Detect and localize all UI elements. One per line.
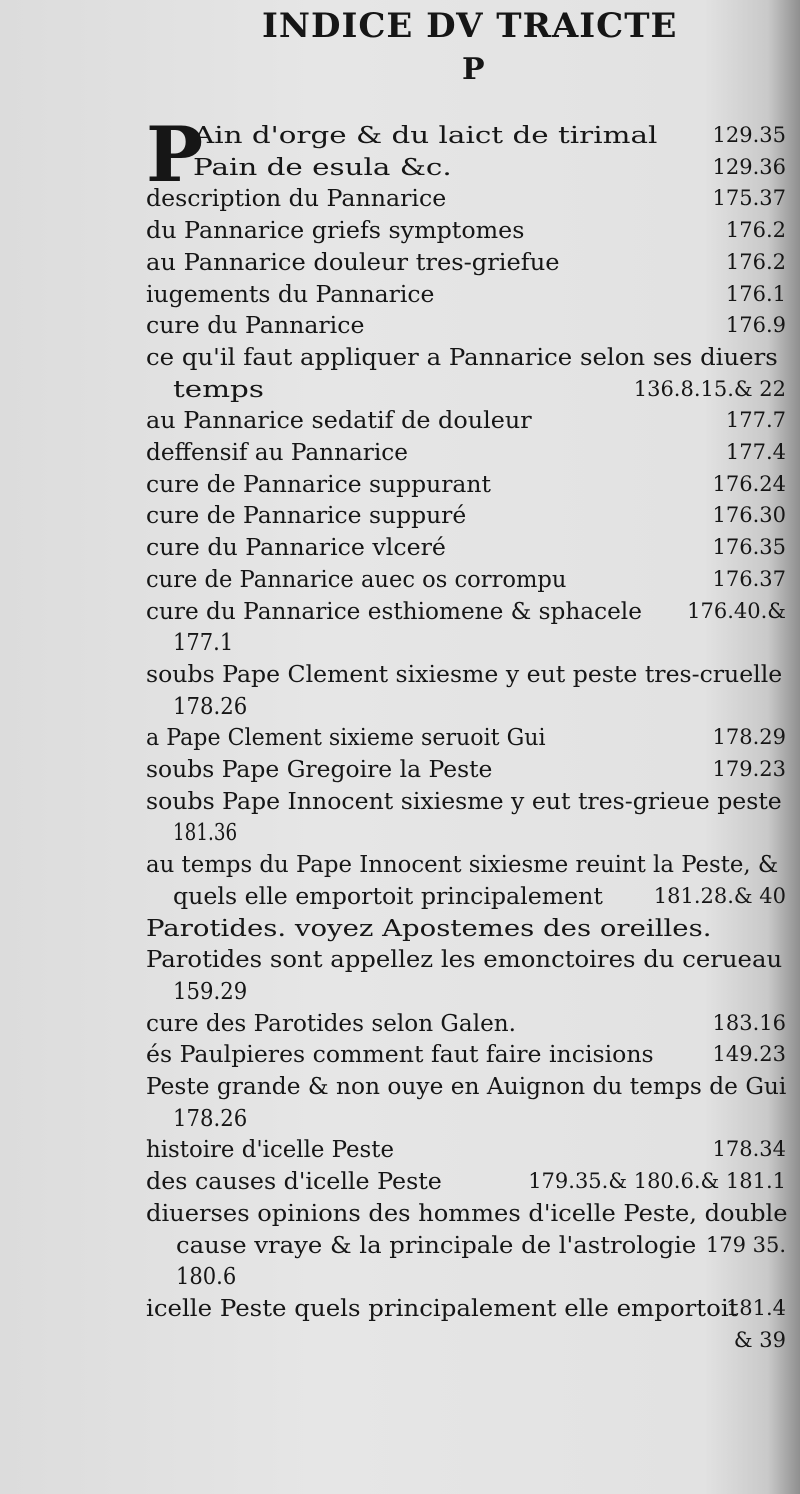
page-reference: & 39 [733,1327,786,1352]
page-reference: 176.37 [712,566,786,591]
page-reference: 176.35 [712,535,786,560]
index-entry: 177.1 [173,628,234,657]
index-entry: ce qu'il faut appliquer a Pannarice selon ses diuers [146,342,778,371]
index-entry: cause vraye & la principale de l'astrologie [176,1230,697,1259]
index-entry: Parotides. voyez Apostemes des oreilles. [146,913,712,942]
page-reference: 176.2 [725,249,786,274]
index-entry: au Pannarice sedatif de douleur [146,406,532,435]
index-entry: cure du Pannarice vlceré [146,533,446,562]
page-reference: 149.23 [712,1042,786,1067]
page-reference: 129.35 [712,123,786,147]
page-reference: 176.30 [712,503,786,528]
index-entry: 178.26 [173,1103,248,1132]
page-reference: 179.23 [712,757,786,781]
page-reference: 176.24 [712,471,786,496]
index-entry: temps [173,374,264,403]
index-entry: cure de Pannarice auec os corrompu [146,564,567,593]
page-reference: 177.4 [725,440,786,464]
index-entry: és Paulpieres comment faut faire incisions [146,1040,654,1069]
index-entry: au Pannarice douleur tres-griefue [146,247,560,276]
index-entry: Parotides sont appellez les emonctoires du cerueau [146,945,783,974]
page-reference: 176.9 [725,313,786,338]
running-head: INDICE DV TRAICTE [262,6,678,46]
index-entry: cure de Pannarice suppurant [146,469,491,498]
index-entry: cure du Pannarice [146,311,365,340]
page-reference: 178.29 [712,725,786,750]
index-entry: 180.6 [176,1262,237,1291]
page-reference: 177.7 [725,408,786,433]
index-entry: 178.26 [173,691,248,720]
index-entry: a Pape Clement sixieme seruoit Gui [146,723,546,752]
drop-cap: P [146,110,204,199]
page-reference: 178.34 [712,1137,786,1162]
index-entry: histoire d'icelle Peste [146,1135,395,1164]
index-entry: 181.36 [173,818,238,847]
page-reference: 183.16 [712,1010,786,1035]
index-entry: iugements du Pannarice [146,279,435,308]
page-reference: 176.2 [725,218,786,243]
page-reference: 181.28.& 40 [653,883,786,908]
page-reference: 181.4 [725,1295,786,1320]
page-reference: 136.8.15.& 22 [633,376,786,401]
index-entry: Pain de esula &c. [193,152,452,181]
index-entry: Peste grande & non ouye en Auignon du temps de Gui [146,1072,787,1100]
page-reference: 175.37 [712,186,786,211]
index-entry: diuerses opinions des hommes d'icelle Peste, double [146,1198,788,1227]
page-reference: 179.35.& 180.6.& 181.1 [528,1169,786,1194]
index-entry: des causes d'icelle Peste [146,1167,442,1196]
index-entry: cure des Parotides selon Galen. [146,1008,517,1037]
section-letter: P [462,52,485,87]
index-entry: deffensif au Pannarice [146,438,408,466]
index-entry: soubs Pape Gregoire la Peste [146,755,493,783]
index-entry: cure du Pannarice esthiomene & sphacele [146,596,642,625]
index-entry: cure de Pannarice suppuré [146,501,467,530]
index-entry: Ain d'orge & du laict de tirimal [193,121,658,149]
index-entry: 159.29 [173,976,248,1005]
index-entry: au temps du Pape Innocent sixiesme reuint la Peste, & [146,850,779,879]
index-entry: soubs Pape Clement sixiesme y eut peste tres-cruelle [146,659,783,688]
index-entry: du Pannarice griefs symptomes [146,216,525,245]
page-reference: 176.1 [725,281,786,306]
page-reference: 176.40.& [687,598,786,623]
index-entry: icelle Peste quels principalement elle emportoit [146,1293,739,1322]
page-reference: 129.36 [712,154,786,179]
index-entry: soubs Pape Innocent sixiesme y eut tres-grieue peste [146,786,782,815]
page-reference: 179 35. [705,1232,786,1257]
index-entry: description du Pannarice [146,184,447,213]
index-entry: quels elle emportoit principalement [173,881,603,910]
